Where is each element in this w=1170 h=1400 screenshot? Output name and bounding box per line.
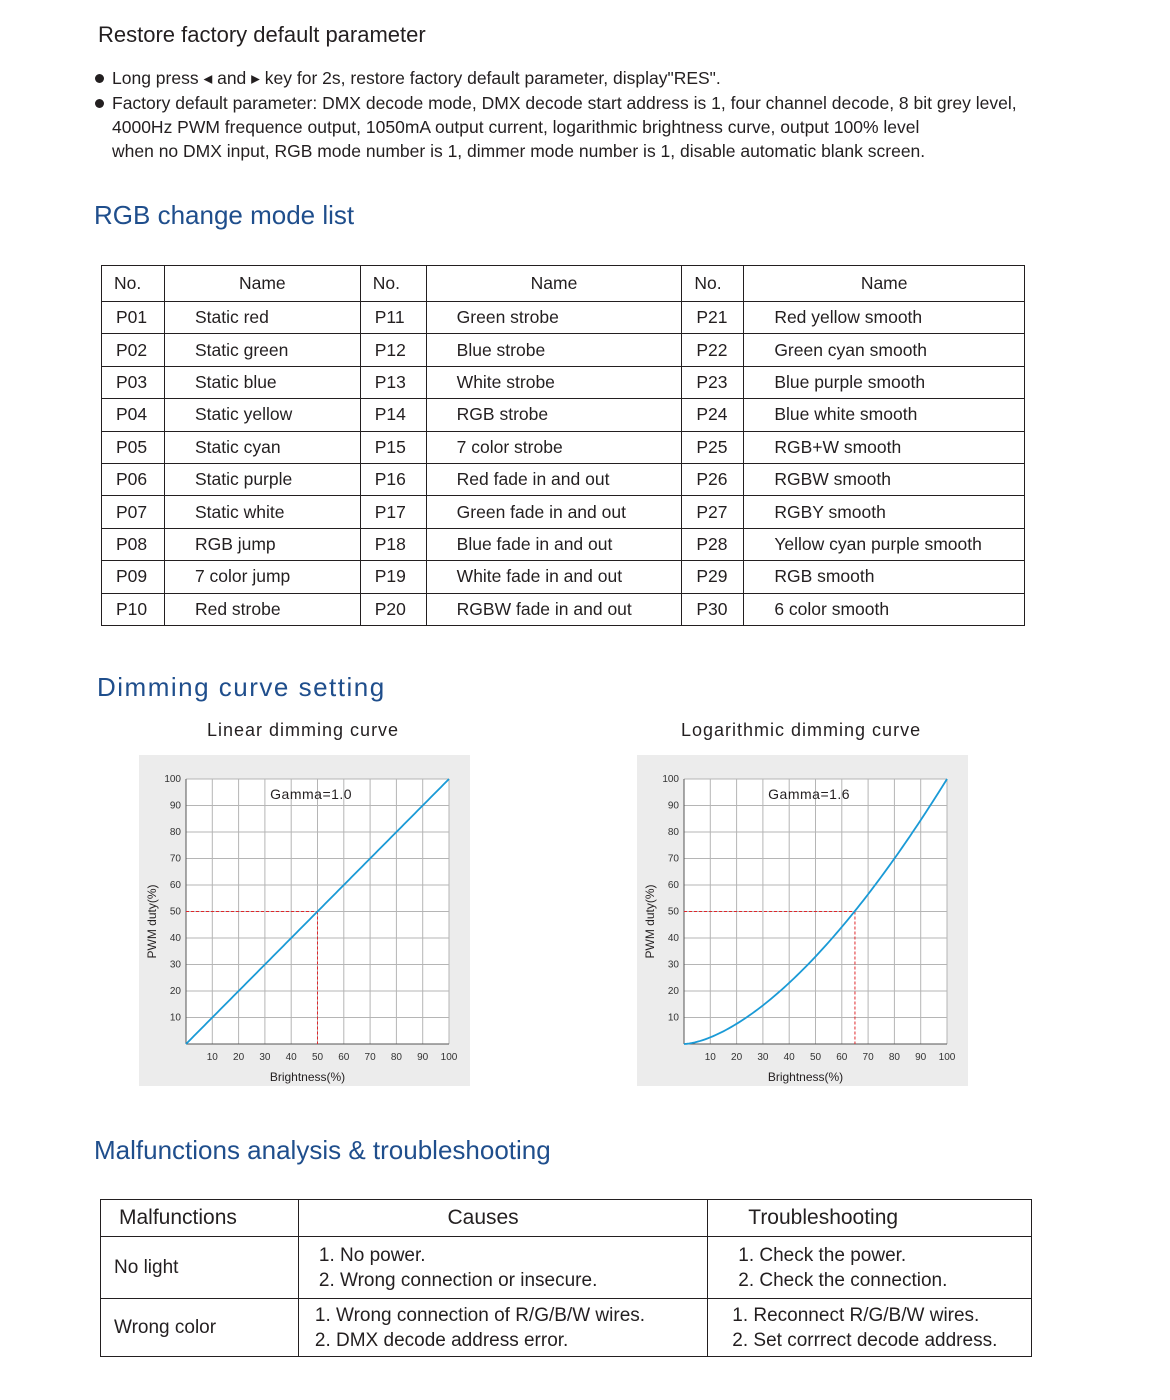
y-tick-label: 100 bbox=[662, 774, 679, 785]
x-tick-label: 20 bbox=[731, 1052, 743, 1063]
fix-line: 2. Set corrrect decode address. bbox=[732, 1329, 998, 1351]
mode-number-cell: P12 bbox=[360, 334, 426, 366]
fix-line: 1. Check the power. bbox=[738, 1244, 907, 1266]
mode-number-cell: P27 bbox=[682, 496, 744, 528]
dimming-title: Dimming curve setting bbox=[97, 672, 386, 702]
mode-number-cell: P30 bbox=[682, 593, 744, 625]
x-tick-label: 30 bbox=[259, 1052, 271, 1063]
table-row bbox=[102, 334, 1025, 366]
mode-number-cell: P14 bbox=[360, 399, 426, 431]
x-tick-label: 60 bbox=[836, 1052, 848, 1063]
y-tick-label: 70 bbox=[169, 853, 181, 865]
table-row bbox=[102, 302, 1025, 334]
x-tick-label: 100 bbox=[938, 1052, 956, 1063]
x-tick-label: 30 bbox=[757, 1052, 769, 1063]
linear-chart bbox=[139, 755, 470, 1086]
y-tick-label: 100 bbox=[164, 774, 181, 785]
y-tick-label: 10 bbox=[169, 1012, 181, 1024]
bullet-dot bbox=[95, 74, 104, 83]
table-row bbox=[101, 1237, 1032, 1299]
y-tick-label: 90 bbox=[169, 800, 181, 812]
x-tick-label: 60 bbox=[338, 1052, 350, 1063]
x-tick-label: 90 bbox=[915, 1052, 927, 1063]
x-tick-label: 80 bbox=[390, 1052, 402, 1063]
mode-number-cell: P05 bbox=[102, 431, 165, 463]
mode-number-cell: P04 bbox=[102, 399, 165, 431]
mode-number-cell: P19 bbox=[360, 561, 426, 593]
mode-number-cell: P23 bbox=[682, 366, 744, 398]
x-tick-label: 50 bbox=[809, 1052, 822, 1063]
mode-number-cell: P15 bbox=[360, 431, 426, 463]
mode-name-cell: Blue white smooth bbox=[744, 399, 1025, 431]
y-tick-label: 50 bbox=[667, 906, 679, 918]
table-row bbox=[102, 366, 1025, 398]
y-tick-label: 80 bbox=[667, 827, 679, 838]
restore-bullet-1-text: Long press ◂ and ▸ key for 2s, restore factory default parameter, display"RES". bbox=[112, 68, 721, 88]
y-tick-label: 40 bbox=[169, 933, 181, 944]
gamma-annotation: Gamma=1.6 bbox=[768, 786, 851, 802]
x-tick-label: 100 bbox=[440, 1052, 458, 1063]
mode-name-cell: Static purple bbox=[164, 463, 360, 495]
fix-cell bbox=[708, 1237, 1032, 1299]
x-tick-label: 70 bbox=[364, 1052, 376, 1063]
fix-line: 2. Check the connection. bbox=[738, 1269, 948, 1291]
table-row bbox=[102, 496, 1025, 528]
y-tick-label: 60 bbox=[169, 880, 181, 891]
mode-name-cell: Blue fade in and out bbox=[426, 528, 682, 560]
causes-cell bbox=[298, 1299, 707, 1357]
mode-number-cell: P16 bbox=[360, 463, 426, 495]
mode-number-cell: P01 bbox=[102, 302, 165, 334]
mode-number-cell: P20 bbox=[360, 593, 426, 625]
restore-bullet-1 bbox=[95, 66, 721, 90]
fix-line: 1. Reconnect R/G/B/W wires. bbox=[732, 1304, 980, 1326]
restore-title: Restore factory default parameter bbox=[98, 22, 426, 47]
malfunctions-title: Malfunctions analysis & troubleshooting bbox=[94, 1135, 551, 1165]
mode-name-cell: Blue purple smooth bbox=[744, 366, 1025, 398]
mode-name-cell: Red yellow smooth bbox=[744, 302, 1025, 334]
mode-number-cell: P11 bbox=[360, 302, 426, 334]
table-header-row bbox=[101, 1200, 1032, 1237]
mode-name-cell: Static blue bbox=[164, 366, 360, 398]
header-troubleshooting: Troubleshooting bbox=[708, 1200, 1032, 1237]
mode-number-cell: P22 bbox=[682, 334, 744, 366]
fix-cell bbox=[708, 1299, 1032, 1357]
mode-number-cell: P03 bbox=[102, 366, 165, 398]
table-row bbox=[102, 528, 1025, 560]
y-axis-label: PWM duty(%) bbox=[643, 884, 657, 959]
y-tick-label: 40 bbox=[667, 933, 679, 944]
mode-name-cell: RGBW smooth bbox=[744, 463, 1025, 495]
log-chart-title: Logarithmic dimming curve bbox=[681, 720, 922, 740]
y-tick-label: 30 bbox=[667, 959, 679, 971]
mode-name-cell: White strobe bbox=[426, 366, 682, 398]
header-name: Name bbox=[164, 266, 360, 302]
x-tick-label: 40 bbox=[783, 1052, 795, 1063]
mode-name-cell: RGBW fade in and out bbox=[426, 593, 682, 625]
mode-number-cell: P26 bbox=[682, 463, 744, 495]
header-no: No. bbox=[102, 266, 165, 302]
mode-name-cell: Static yellow bbox=[164, 399, 360, 431]
restore-bullet-2 bbox=[95, 91, 1017, 115]
mode-name-cell: 7 color strobe bbox=[426, 431, 682, 463]
x-tick-label: 70 bbox=[862, 1052, 874, 1063]
table-row bbox=[102, 399, 1025, 431]
mode-name-cell: 6 color smooth bbox=[744, 593, 1025, 625]
y-tick-label: 70 bbox=[667, 853, 679, 865]
header-no: No. bbox=[682, 266, 744, 302]
x-tick-label: 10 bbox=[206, 1052, 218, 1063]
y-tick-label: 90 bbox=[667, 800, 679, 812]
restore-bullet-2-line-1: Factory default parameter: DMX decode mode, DMX decode start address is 1, four channel decode, 8 bit grey level, bbox=[112, 93, 1017, 113]
restore-bullet-2-line-3: when no DMX input, RGB mode number is 1, dimmer mode number is 1, disable automatic blank screen. bbox=[112, 141, 926, 161]
x-tick-label: 80 bbox=[888, 1052, 900, 1063]
mode-name-cell: Static cyan bbox=[164, 431, 360, 463]
rgb-list-title: RGB change mode list bbox=[94, 200, 355, 230]
x-tick-label: 50 bbox=[311, 1052, 324, 1063]
mode-name-cell: Green fade in and out bbox=[426, 496, 682, 528]
header-causes: Causes bbox=[298, 1200, 707, 1237]
header-name: Name bbox=[744, 266, 1025, 302]
mode-name-cell: RGBY smooth bbox=[744, 496, 1025, 528]
mode-number-cell: P29 bbox=[682, 561, 744, 593]
x-tick-label: 90 bbox=[417, 1052, 429, 1063]
mode-number-cell: P02 bbox=[102, 334, 165, 366]
cause-line: 2. DMX decode address error. bbox=[314, 1329, 569, 1351]
mode-number-cell: P10 bbox=[102, 593, 165, 625]
mode-name-cell: Blue strobe bbox=[426, 334, 682, 366]
mode-number-cell: P24 bbox=[682, 399, 744, 431]
bullet-dot bbox=[95, 99, 104, 108]
mode-number-cell: P18 bbox=[360, 528, 426, 560]
y-tick-label: 30 bbox=[169, 959, 181, 971]
gamma-annotation: Gamma=1.0 bbox=[270, 786, 353, 802]
rgb-mode-table bbox=[101, 265, 1025, 626]
y-axis-label: PWM duty(%) bbox=[145, 884, 159, 959]
log-chart bbox=[637, 755, 968, 1086]
mode-name-cell: Yellow cyan purple smooth bbox=[744, 528, 1025, 560]
malfunction-cell: Wrong color bbox=[101, 1299, 299, 1357]
y-tick-label: 20 bbox=[169, 986, 181, 997]
mode-name-cell: Static green bbox=[164, 334, 360, 366]
table-row bbox=[102, 593, 1025, 625]
log-chart-svg bbox=[637, 755, 968, 1086]
mode-name-cell: 7 color jump bbox=[164, 561, 360, 593]
malfunctions-table bbox=[100, 1199, 1032, 1357]
mode-name-cell: Red fade in and out bbox=[426, 463, 682, 495]
x-tick-label: 40 bbox=[285, 1052, 297, 1063]
mode-name-cell: Static red bbox=[164, 302, 360, 334]
header-name: Name bbox=[426, 266, 682, 302]
y-tick-label: 60 bbox=[667, 880, 679, 891]
mode-number-cell: P17 bbox=[360, 496, 426, 528]
y-tick-label: 20 bbox=[667, 986, 679, 997]
mode-name-cell: Green cyan smooth bbox=[744, 334, 1025, 366]
restore-bullet-2-line-2: 4000Hz PWM frequence output, 1050mA output current, logarithmic brightness curve, output 100% level bbox=[112, 117, 920, 137]
mode-number-cell: P07 bbox=[102, 496, 165, 528]
mode-name-cell: Green strobe bbox=[426, 302, 682, 334]
mode-name-cell: RGB jump bbox=[164, 528, 360, 560]
header-malfunctions: Malfunctions bbox=[101, 1200, 299, 1237]
mode-name-cell: RGB+W smooth bbox=[744, 431, 1025, 463]
causes-cell bbox=[298, 1237, 707, 1299]
x-tick-label: 10 bbox=[704, 1052, 716, 1063]
mode-number-cell: P28 bbox=[682, 528, 744, 560]
x-axis-label: Brightness(%) bbox=[767, 1070, 844, 1084]
linear-chart-title: Linear dimming curve bbox=[207, 720, 400, 740]
mode-number-cell: P25 bbox=[682, 431, 744, 463]
mode-name-cell: RGB strobe bbox=[426, 399, 682, 431]
x-tick-label: 20 bbox=[233, 1052, 245, 1063]
mode-number-cell: P09 bbox=[102, 561, 165, 593]
mode-name-cell: Static white bbox=[164, 496, 360, 528]
y-tick-label: 10 bbox=[667, 1012, 679, 1024]
mode-number-cell: P13 bbox=[360, 366, 426, 398]
mode-number-cell: P08 bbox=[102, 528, 165, 560]
malfunction-cell: No light bbox=[101, 1237, 299, 1299]
cause-line: 1. Wrong connection of R/G/B/W wires. bbox=[314, 1304, 646, 1326]
table-row bbox=[101, 1299, 1032, 1357]
header-no: No. bbox=[360, 266, 426, 302]
mode-name-cell: Red strobe bbox=[164, 593, 360, 625]
cause-line: 2. Wrong connection or insecure. bbox=[318, 1269, 598, 1291]
table-row bbox=[102, 561, 1025, 593]
table-row bbox=[102, 463, 1025, 495]
table-header-row bbox=[102, 266, 1025, 302]
y-tick-label: 80 bbox=[169, 827, 181, 838]
y-tick-label: 50 bbox=[169, 906, 181, 918]
linear-chart-svg bbox=[139, 755, 470, 1086]
mode-name-cell: RGB smooth bbox=[744, 561, 1025, 593]
table-row bbox=[102, 431, 1025, 463]
mode-number-cell: P06 bbox=[102, 463, 165, 495]
cause-line: 1. No power. bbox=[318, 1244, 426, 1266]
mode-number-cell: P21 bbox=[682, 302, 744, 334]
mode-name-cell: White fade in and out bbox=[426, 561, 682, 593]
x-axis-label: Brightness(%) bbox=[269, 1070, 346, 1084]
